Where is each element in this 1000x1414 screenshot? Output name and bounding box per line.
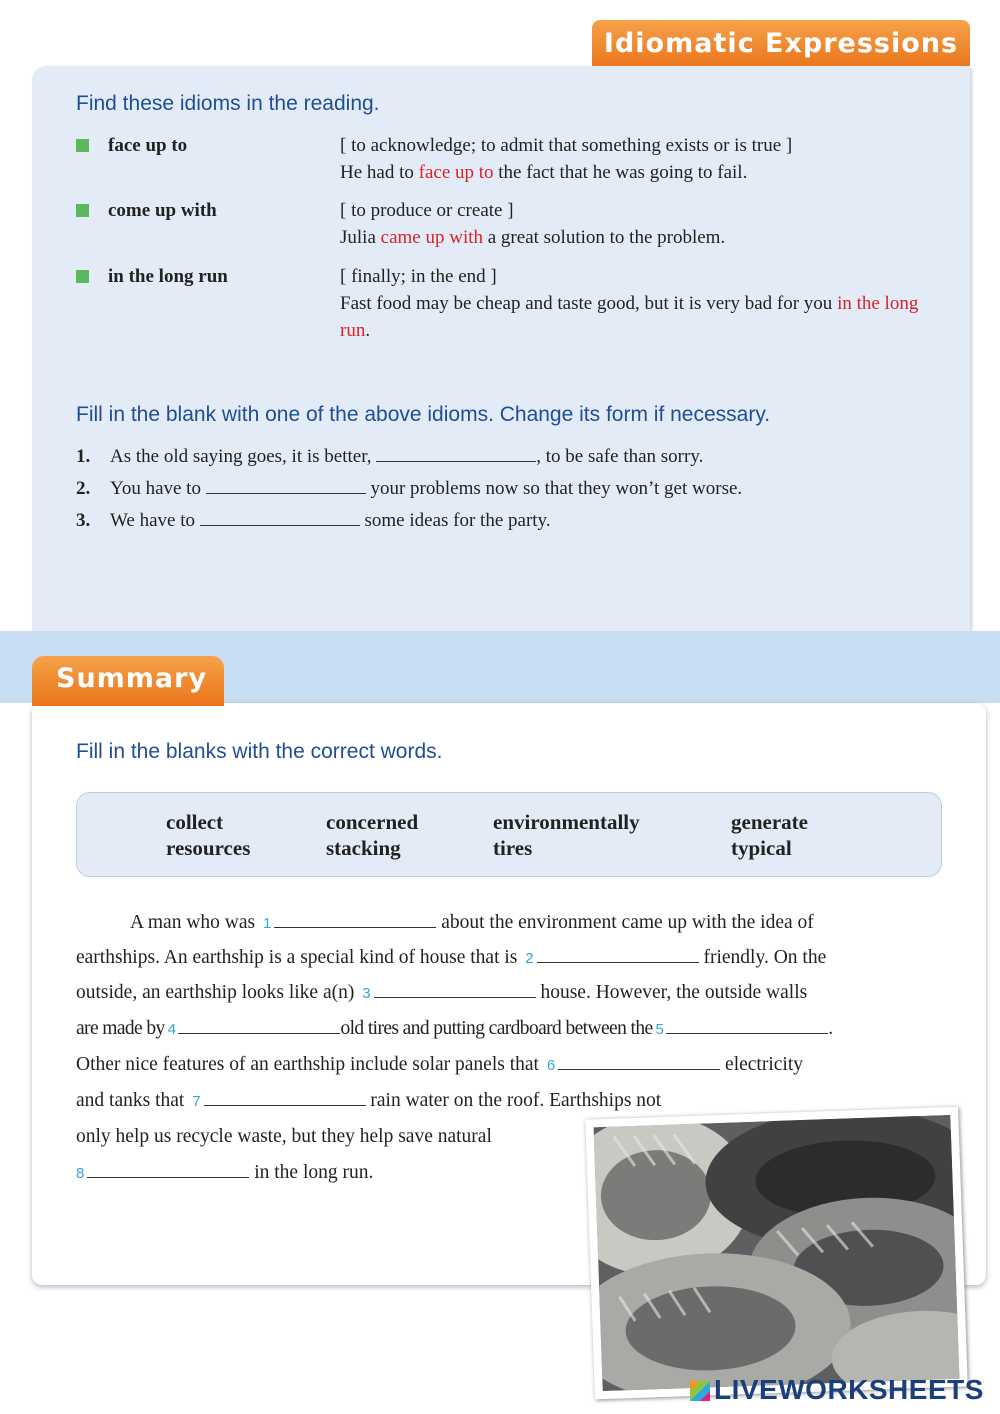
summary-blank[interactable] bbox=[274, 911, 436, 928]
idiom-item bbox=[76, 132, 936, 186]
summary-line: outside, an earthship looks like a(n) 3 house. However, the outside walls bbox=[76, 982, 808, 1003]
summary-tab: Summary bbox=[32, 656, 224, 706]
summary-blank[interactable] bbox=[666, 1017, 828, 1034]
answer-blank[interactable] bbox=[376, 445, 536, 462]
green-square-bullet-icon bbox=[76, 204, 89, 217]
exercise-number: 1. bbox=[76, 446, 91, 467]
word-bank-item: environmentally bbox=[493, 810, 640, 834]
blank-number: 8 bbox=[76, 1165, 85, 1182]
green-square-bullet-icon bbox=[76, 139, 89, 152]
summary-blank[interactable] bbox=[558, 1053, 720, 1070]
blank-number: 2 bbox=[525, 950, 534, 967]
idiom-example: He had to face up to the fact that he was going to fail. bbox=[340, 162, 748, 183]
fill-idioms-heading: Fill in the blank with one of the above idioms. Change its form if necessary. bbox=[76, 403, 771, 426]
summary-blank[interactable] bbox=[178, 1017, 340, 1034]
summary-line: A man who was 1 about the environment came up with the idea of bbox=[130, 912, 814, 933]
liveworksheets-logo: LIVEWORKSHEETS bbox=[690, 1374, 984, 1406]
summary-line: only help us recycle waste, but they help save natural bbox=[76, 1126, 492, 1147]
summary-blank[interactable] bbox=[87, 1161, 249, 1178]
word-bank-item: concerned bbox=[326, 810, 419, 834]
summary-line: and tanks that 7 rain water on the roof. Earthships not bbox=[76, 1090, 662, 1111]
idiomatic-expressions-tab: Idiomatic Expressions bbox=[592, 20, 970, 68]
word-bank bbox=[76, 792, 942, 877]
exercise-item: 2. You have to your problems now so that they won’t get worse. bbox=[76, 476, 742, 502]
exercise-number: 2. bbox=[76, 478, 91, 499]
word-bank-item: resources bbox=[166, 836, 251, 860]
summary-heading: Fill in the blanks with the correct words. bbox=[76, 740, 443, 763]
idiom-definition: [ to acknowledge; to admit that something exists or is true ] bbox=[340, 135, 793, 156]
idiom-term: in the long run bbox=[108, 266, 228, 287]
summary-line: earthships. An earthship is a special kind of house that is 2 friendly. On the bbox=[76, 947, 827, 968]
word-bank-item: collect bbox=[166, 810, 224, 834]
liveworksheets-mark-icon bbox=[690, 1381, 710, 1401]
idiom-example: Fast food may be cheap and taste good, but it is very bad for you in the long run. bbox=[340, 293, 919, 341]
summary-line: 8 in the long run. bbox=[76, 1162, 374, 1183]
idiom-term: come up with bbox=[108, 200, 217, 221]
word-bank-item: typical bbox=[731, 836, 792, 860]
answer-blank[interactable] bbox=[200, 509, 360, 526]
word-bank-item: tires bbox=[493, 836, 533, 860]
blank-number: 6 bbox=[546, 1057, 556, 1074]
idiom-example: Julia came up with a great solution to the problem. bbox=[340, 227, 726, 248]
find-idioms-heading: Find these idioms in the reading. bbox=[76, 92, 380, 115]
blank-number: 4 bbox=[167, 1021, 176, 1038]
idiom-item bbox=[76, 263, 936, 345]
idiom-term: face up to bbox=[108, 135, 188, 156]
idiom-definition: [ finally; in the end ] bbox=[340, 266, 497, 287]
idiom-definition: [ to produce or create ] bbox=[340, 200, 514, 221]
exercise-item: 1. As the old saying goes, it is better, , to be safe than sorry. bbox=[76, 444, 703, 470]
exercise-number: 3. bbox=[76, 510, 91, 531]
blank-number: 7 bbox=[192, 1093, 201, 1110]
summary-blank[interactable] bbox=[374, 981, 536, 998]
summary-line: Other nice features of an earthship include solar panels that 6 electricity bbox=[76, 1054, 803, 1075]
idiom-highlight: in the long run bbox=[340, 293, 919, 341]
idiom-highlight: face up to bbox=[418, 162, 494, 183]
idiom-item bbox=[76, 197, 936, 251]
word-bank-item: stacking bbox=[326, 836, 401, 860]
exercise-item: 3. We have to some ideas for the party. bbox=[76, 508, 551, 534]
summary-line: are made by 4 old tires and putting cardboard between the 5 . bbox=[76, 1018, 833, 1039]
blank-number: 5 bbox=[655, 1021, 664, 1038]
summary-blank[interactable] bbox=[204, 1089, 366, 1106]
stacked-tires-image bbox=[594, 1115, 960, 1391]
tires-photo bbox=[585, 1107, 968, 1400]
green-square-bullet-icon bbox=[76, 270, 89, 283]
blank-number: 1 bbox=[263, 915, 272, 932]
word-bank-item: generate bbox=[731, 810, 808, 834]
blank-number: 3 bbox=[362, 985, 371, 1002]
summary-blank[interactable] bbox=[537, 946, 699, 963]
idiom-highlight: came up with bbox=[380, 227, 483, 248]
answer-blank[interactable] bbox=[206, 477, 366, 494]
